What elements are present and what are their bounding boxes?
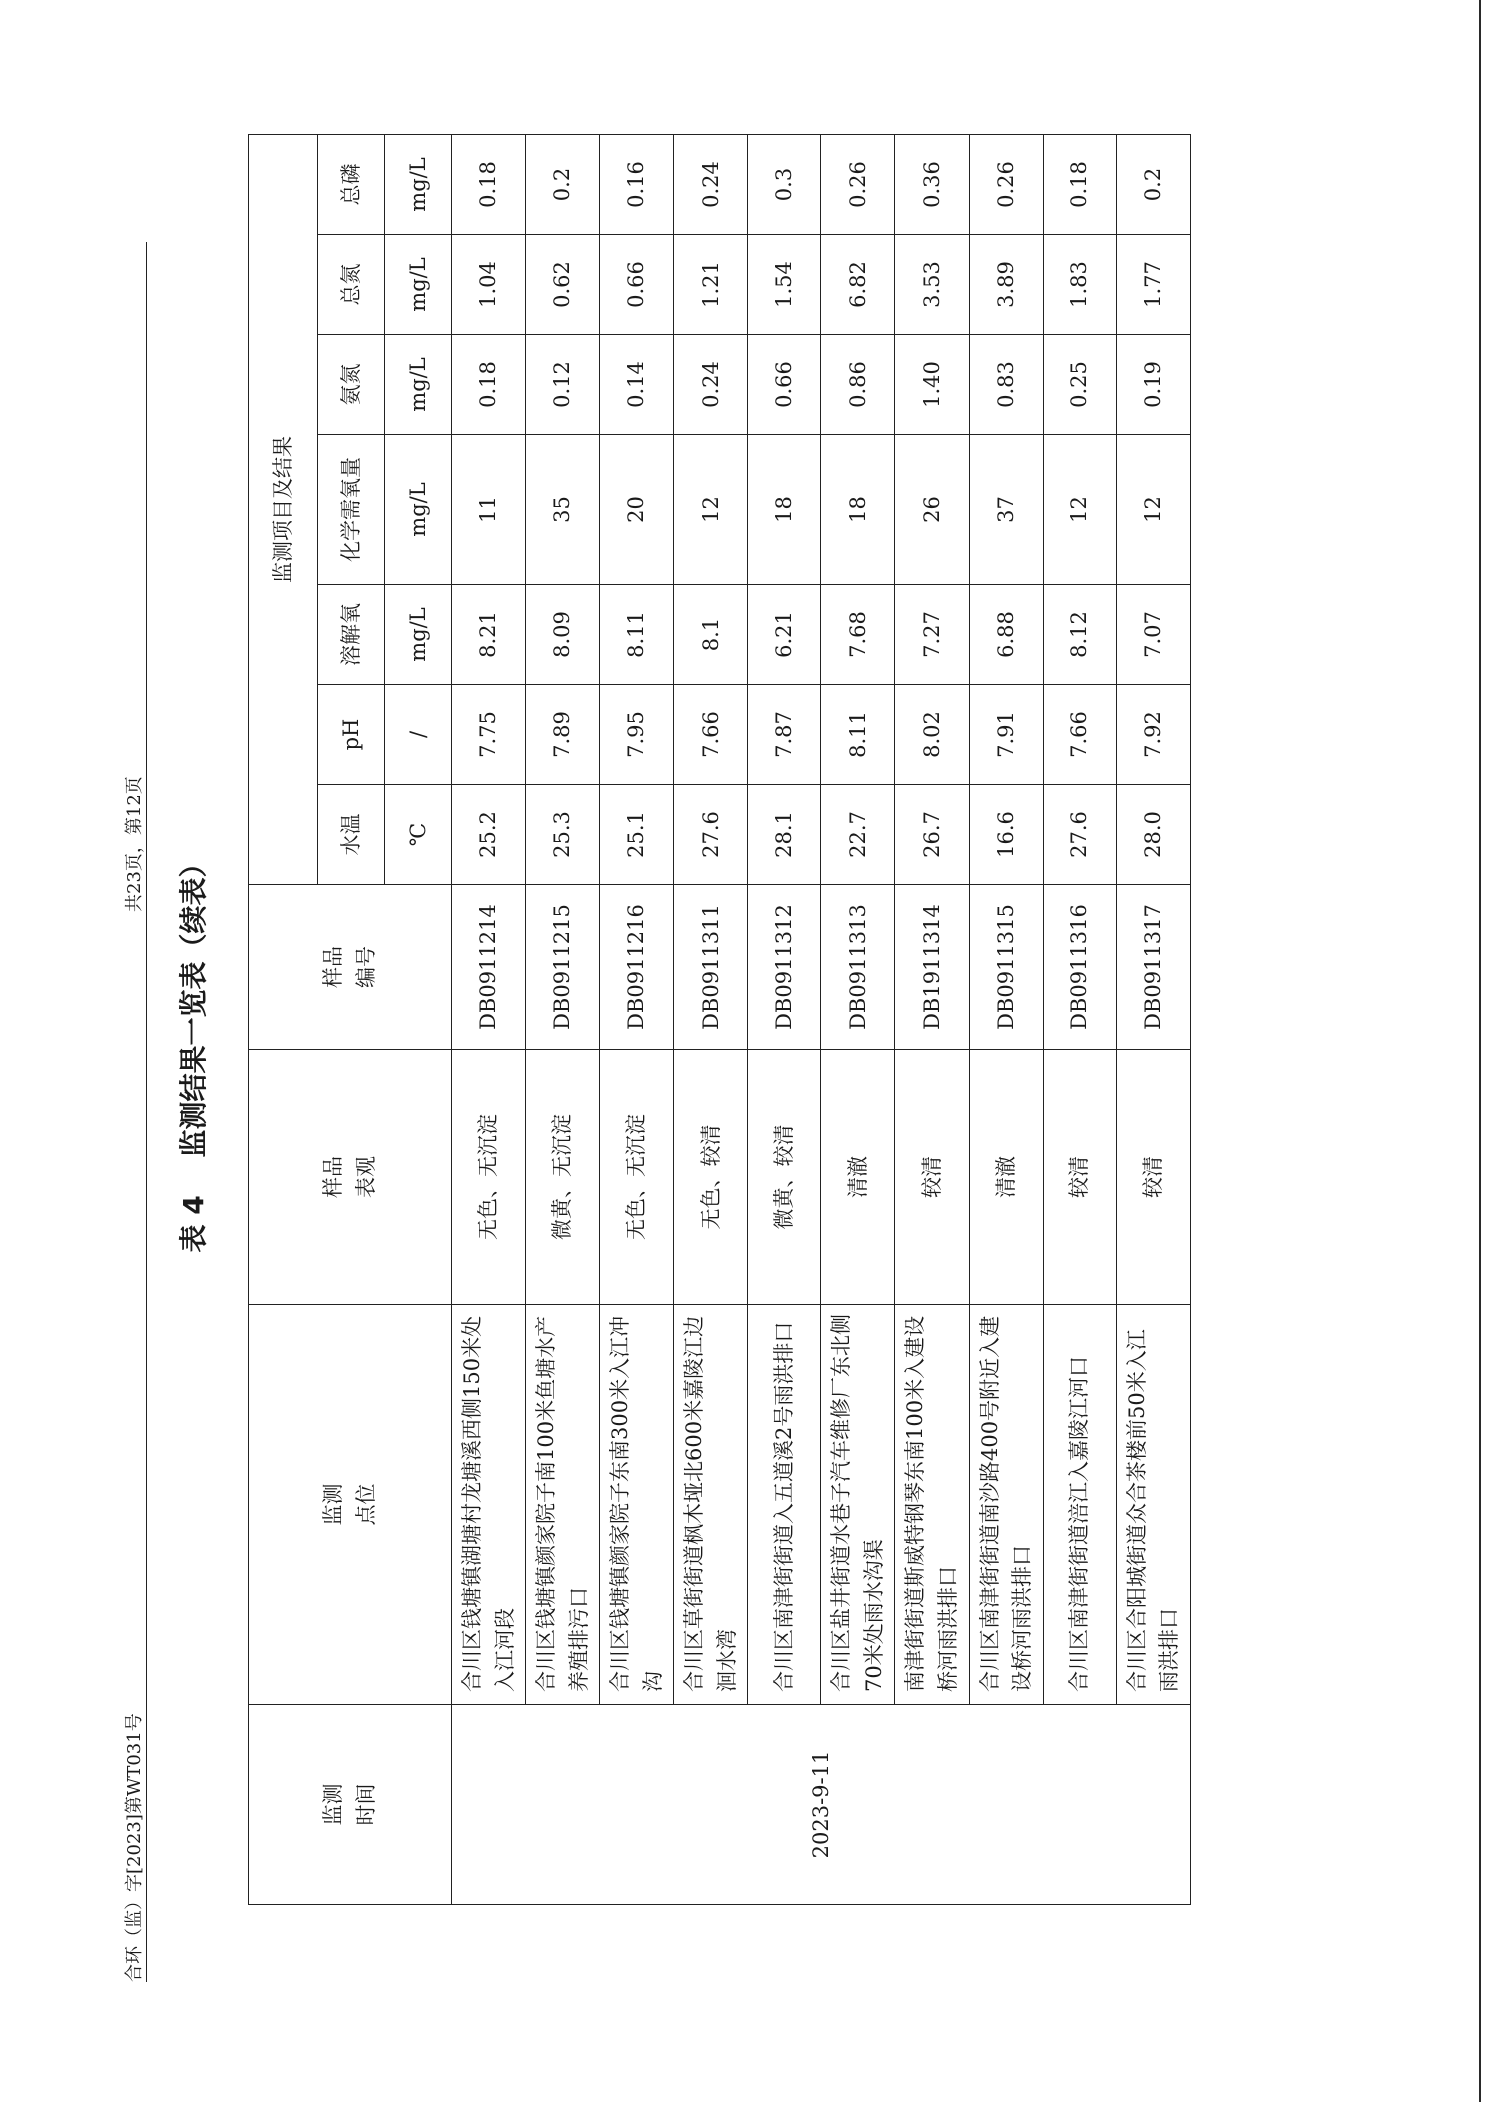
param-name: 氨氮	[318, 335, 385, 435]
value-cell: 8.1	[674, 585, 748, 685]
location-cell: 合川区盐井街道水巷子汽车维修厂东北侧70米处雨水沟渠	[821, 1305, 895, 1705]
value-cell: 0.18	[452, 135, 526, 235]
value-cell: 6.88	[969, 585, 1043, 685]
value-cell: 8.21	[452, 585, 526, 685]
value-cell: 0.62	[526, 235, 600, 335]
date-cell: 2023-9-11	[452, 1705, 1191, 1905]
value-cell: 0.24	[674, 135, 748, 235]
sample-id-cell: DB0911312	[748, 885, 821, 1050]
param-name: pH	[318, 685, 385, 785]
sample-id-cell: DB0911313	[821, 885, 895, 1050]
value-cell: 8.09	[526, 585, 600, 685]
location-cell: 合川区南津街街道入五道溪2号雨洪排口	[748, 1305, 821, 1705]
table-row	[674, 135, 748, 1905]
value-cell: 27.6	[674, 785, 748, 885]
value-cell: 35	[526, 435, 600, 585]
location-cell: 合川区南津街街道南沙路400号附近入建设桥河雨洪排口	[969, 1305, 1043, 1705]
value-cell: 8.02	[895, 685, 969, 785]
sample-id-cell: DB0911215	[526, 885, 600, 1050]
table-row	[1043, 135, 1116, 1905]
col-appearance: 样品 表观	[249, 1050, 452, 1305]
value-cell: 0.2	[526, 135, 600, 235]
value-cell: 22.7	[821, 785, 895, 885]
table-row	[1116, 135, 1190, 1905]
param-unit: mg/L	[385, 335, 452, 435]
value-cell: 0.26	[969, 135, 1043, 235]
sample-id-cell: DB1911314	[895, 885, 969, 1050]
value-cell: 0.66	[600, 235, 674, 335]
appearance-cell: 微黄、无沉淀	[526, 1050, 600, 1305]
table-row	[452, 135, 526, 1905]
value-cell: 1.83	[1043, 235, 1116, 335]
param-unit: /	[385, 685, 452, 785]
table-row	[895, 135, 969, 1905]
value-cell: 7.91	[969, 685, 1043, 785]
appearance-cell: 清澈	[821, 1050, 895, 1305]
value-cell: 28.0	[1116, 785, 1190, 885]
value-cell: 3.53	[895, 235, 969, 335]
value-cell: 18	[748, 435, 821, 585]
value-cell: 12	[674, 435, 748, 585]
location-cell: 合川区草街街道枫木垭北600米嘉陵江边洄水湾	[674, 1305, 748, 1705]
table-body	[452, 135, 1191, 1905]
value-cell: 1.04	[452, 235, 526, 335]
appearance-cell: 较清	[895, 1050, 969, 1305]
appearance-cell: 较清	[1043, 1050, 1116, 1305]
table-row	[526, 135, 600, 1905]
value-cell: 0.36	[895, 135, 969, 235]
value-cell: 7.66	[674, 685, 748, 785]
value-cell: 25.1	[600, 785, 674, 885]
value-cell: 8.11	[821, 685, 895, 785]
value-cell: 28.1	[748, 785, 821, 885]
table-name: 监测结果一览表（续表）	[177, 849, 210, 1158]
value-cell: 0.14	[600, 335, 674, 435]
sample-id-cell: DB0911317	[1116, 885, 1190, 1050]
value-cell: 16.6	[969, 785, 1043, 885]
location-cell: 南津街街道斯威特钢琴东南100米入建设桥河雨洪排口	[895, 1305, 969, 1705]
col-sample-id: 样品 编号	[249, 885, 452, 1050]
page-info: 共23页，第12页	[124, 776, 145, 912]
value-cell: 0.18	[452, 335, 526, 435]
sample-id-cell: DB0911216	[600, 885, 674, 1050]
sample-id-cell: DB0911311	[674, 885, 748, 1050]
value-cell: 0.26	[821, 135, 895, 235]
value-cell: 1.40	[895, 335, 969, 435]
location-cell: 合川区钱塘镇湖塘村龙塘溪西侧150米处入江河段	[452, 1305, 526, 1705]
value-cell: 6.82	[821, 235, 895, 335]
value-cell: 37	[969, 435, 1043, 585]
sample-id-cell: DB0911214	[452, 885, 526, 1050]
appearance-cell: 无色、无沉淀	[452, 1050, 526, 1305]
value-cell: 0.86	[821, 335, 895, 435]
value-cell: 20	[600, 435, 674, 585]
col-time: 监测 时间	[249, 1705, 452, 1905]
value-cell: 0.12	[526, 335, 600, 435]
location-cell: 合川区合阳城街道众合茶楼前50米入江雨洪排口	[1116, 1305, 1190, 1705]
table-row	[821, 135, 895, 1905]
value-cell: 11	[452, 435, 526, 585]
sample-id-cell: DB0911316	[1043, 885, 1116, 1050]
param-name: 总氮	[318, 235, 385, 335]
appearance-cell: 无色、较清	[674, 1050, 748, 1305]
value-cell: 1.21	[674, 235, 748, 335]
value-cell: 0.83	[969, 335, 1043, 435]
value-cell: 7.87	[748, 685, 821, 785]
param-name: 总磷	[318, 135, 385, 235]
value-cell: 0.24	[674, 335, 748, 435]
value-cell: 0.19	[1116, 335, 1190, 435]
value-cell: 26.7	[895, 785, 969, 885]
value-cell: 12	[1116, 435, 1190, 585]
col-location: 监测 点位	[249, 1305, 452, 1705]
results-table	[248, 134, 1191, 1905]
table-row	[969, 135, 1043, 1905]
param-unit: mg/L	[385, 585, 452, 685]
appearance-cell: 较清	[1116, 1050, 1190, 1305]
value-cell: 25.3	[526, 785, 600, 885]
sample-id-cell: DB0911315	[969, 885, 1043, 1050]
value-cell: 7.68	[821, 585, 895, 685]
doc-code: 合环（监）字[2023]第WT031号	[124, 1713, 145, 1982]
col-results-group: 监测项目及结果	[249, 135, 318, 885]
value-cell: 8.11	[600, 585, 674, 685]
param-name: 水温	[318, 785, 385, 885]
table-number: 表 4	[177, 1195, 210, 1253]
value-cell: 7.92	[1116, 685, 1190, 785]
value-cell: 7.66	[1043, 685, 1116, 785]
param-unit: ℃	[385, 785, 452, 885]
location-cell: 合川区南津街街道涪江入嘉陵江河口	[1043, 1305, 1116, 1705]
value-cell: 27.6	[1043, 785, 1116, 885]
value-cell: 0.18	[1043, 135, 1116, 235]
table-row	[600, 135, 674, 1905]
value-cell: 3.89	[969, 235, 1043, 335]
param-name: 化学需氧量	[318, 435, 385, 585]
appearance-cell: 无色、无沉淀	[600, 1050, 674, 1305]
value-cell: 7.07	[1116, 585, 1190, 685]
value-cell: 7.95	[600, 685, 674, 785]
header-rule	[146, 242, 147, 1982]
location-cell: 合川区钱塘镇颜家院子南100米鱼塘水产养殖排污口	[526, 1305, 600, 1705]
appearance-cell: 微黄、较清	[748, 1050, 821, 1305]
value-cell: 1.54	[748, 235, 821, 335]
appearance-cell: 清澈	[969, 1050, 1043, 1305]
param-unit: mg/L	[385, 135, 452, 235]
value-cell: 6.21	[748, 585, 821, 685]
value-cell: 7.89	[526, 685, 600, 785]
value-cell: 12	[1043, 435, 1116, 585]
param-unit: mg/L	[385, 435, 452, 585]
table-header	[249, 135, 452, 1905]
value-cell: 1.77	[1116, 235, 1190, 335]
param-unit: mg/L	[385, 235, 452, 335]
value-cell: 0.25	[1043, 335, 1116, 435]
value-cell: 7.75	[452, 685, 526, 785]
value-cell: 26	[895, 435, 969, 585]
param-name: 溶解氧	[318, 585, 385, 685]
value-cell: 25.2	[452, 785, 526, 885]
value-cell: 0.2	[1116, 135, 1190, 235]
value-cell: 7.27	[895, 585, 969, 685]
value-cell: 8.12	[1043, 585, 1116, 685]
location-cell: 合川区钱塘镇颜家院子东南300米入江冲沟	[600, 1305, 674, 1705]
value-cell: 0.66	[748, 335, 821, 435]
value-cell: 0.3	[748, 135, 821, 235]
table-row	[748, 135, 821, 1905]
table-title	[172, 0, 212, 2102]
value-cell: 18	[821, 435, 895, 585]
value-cell: 0.16	[600, 135, 674, 235]
